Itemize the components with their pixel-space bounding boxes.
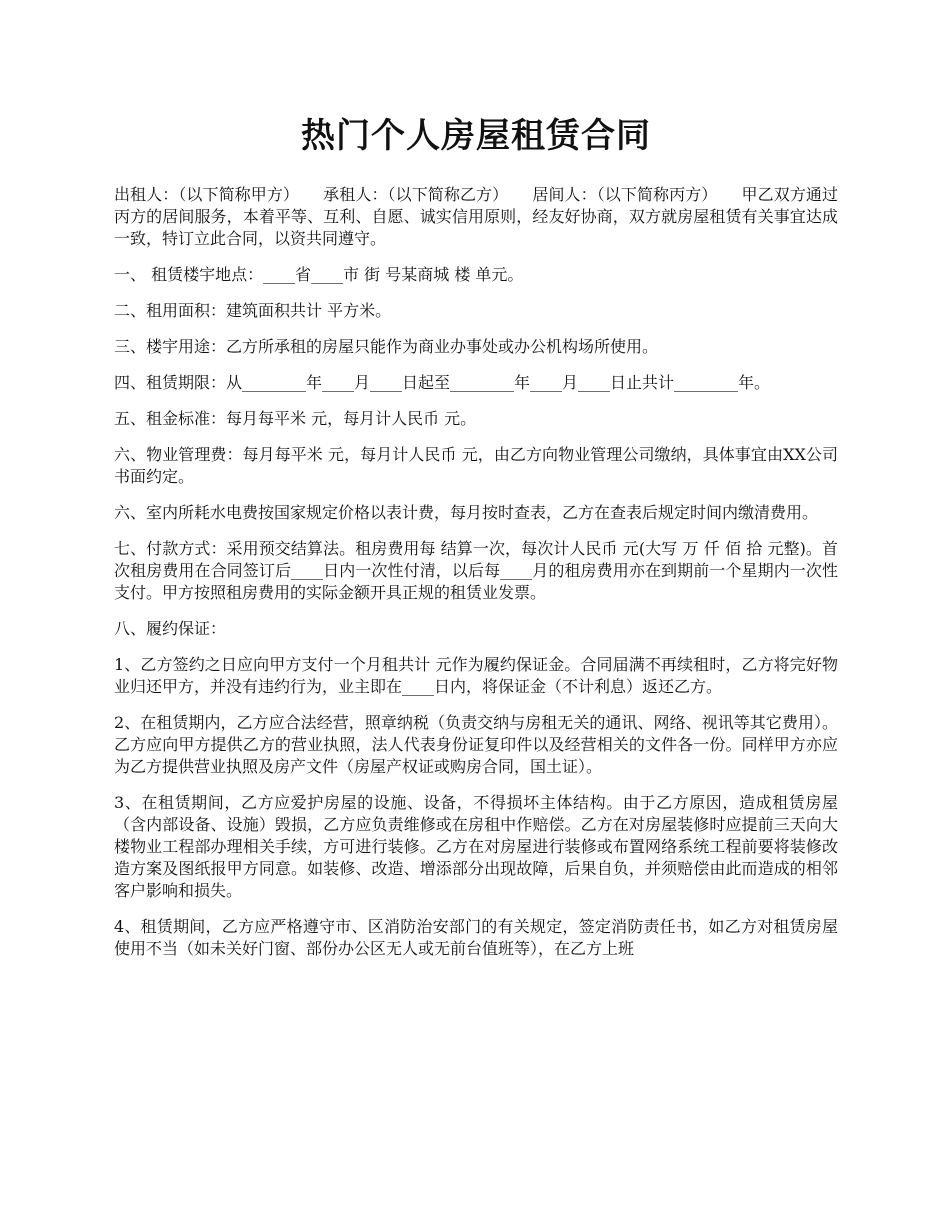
clause-location: 一、 租赁楼宇地点：____省____市 街 号某商城 楼 单元。 (114, 265, 524, 284)
clause-rent: 五、租金标准：每月每平米 元，每月计人民币 元。 (114, 409, 477, 428)
document-body (114, 112, 838, 974)
intro-paragraph: 出租人：（以下简称甲方） 承租人：（以下简称乙方） 居间人：（以下简称丙方） 甲乙双方通过丙方的居间服务，本着平等、互利、自愿、诚实信用原则，经友好协商，双方就房屋租赁有关事宜达成一致，特订立此合同，以资共同遵守。 (114, 185, 838, 248)
clause-guarantee-heading: 八、履约保证： (114, 619, 227, 638)
guarantee-item-4: 4、租赁期间，乙方应严格遵守市、区消防治安部门的有关规定，签定消防责任书，如乙方对租赁房屋使用不当（如未关好门窗、部份办公区无人或无前台值班等），在乙方上班 (114, 917, 838, 958)
clause-term: 四、租赁期限：从________年____月____日起至________年____月____日止共计________年。 (114, 373, 771, 392)
clause-usage: 三、楼宇用途：乙方所承租的房屋只能作为商业办事处或办公机构场所使用。 (114, 337, 659, 356)
document-title: 热门个人房屋租赁合同 (301, 116, 651, 156)
guarantee-item-3: 3、在租赁期间，乙方应爱护房屋的设施、设备，不得损坏主体结构。由于乙方原因，造成租赁房屋（含内部设备、设施）毁损，乙方应负责维修或在房租中作赔偿。乙方在对房屋装修时应提前三天向大楼物业工程部办理相关手续，方可进行装修。乙方在对房屋进行装修或布置网络系统工程前要将装修改造方案及图纸报甲方同意。如装修、改造、增添部分出现故障，后果自负，并须赔偿由此而造成的相邻客户影响和损失。 (114, 793, 838, 900)
clause-utilities: 六、室内所耗水电费按国家规定价格以表计费，每月按时查表，乙方在查表后规定时间内缴清费用。 (114, 503, 819, 522)
clause-payment: 七、付款方式：采用预交结算法。租房费用每 结算一次，每次计人民币 元(大写 万 仟 佰 拾 元整)。首次租房费用在合同签订后____日内一次性付清，以后每____月的租房费用亦在到期前一个星期内一次性支付。甲方按照租房费用的实际金额开具正规的租赁业发票。 (114, 539, 838, 602)
clause-area: 二、租用面积：建筑面积共计 平方米。 (114, 301, 392, 320)
guarantee-item-1: 1、乙方签约之日应向甲方支付一个月租共计 元作为履约保证金。合同届满不再续租时，乙方将完好物业归还甲方，并没有违约行为，业主即在____日内，将保证金（不计利息）返还乙方。 (114, 655, 838, 696)
guarantee-item-2: 2、在租赁期内，乙方应合法经营，照章纳税（负责交纳与房租无关的通讯、网络、视讯等其它费用）。乙方应向甲方提供乙方的营业执照，法人代表身份证复印件以及经营相关的文件各一份。同样甲方亦应为乙方提供营业执照及房产文件（房屋产权证或购房合同，国土证）。 (114, 713, 838, 776)
clause-management-fee: 六、物业管理费：每月每平米 元，每月计人民币 元，由乙方向物业管理公司缴纳，具体事宜由XX公司书面约定。 (114, 445, 838, 486)
